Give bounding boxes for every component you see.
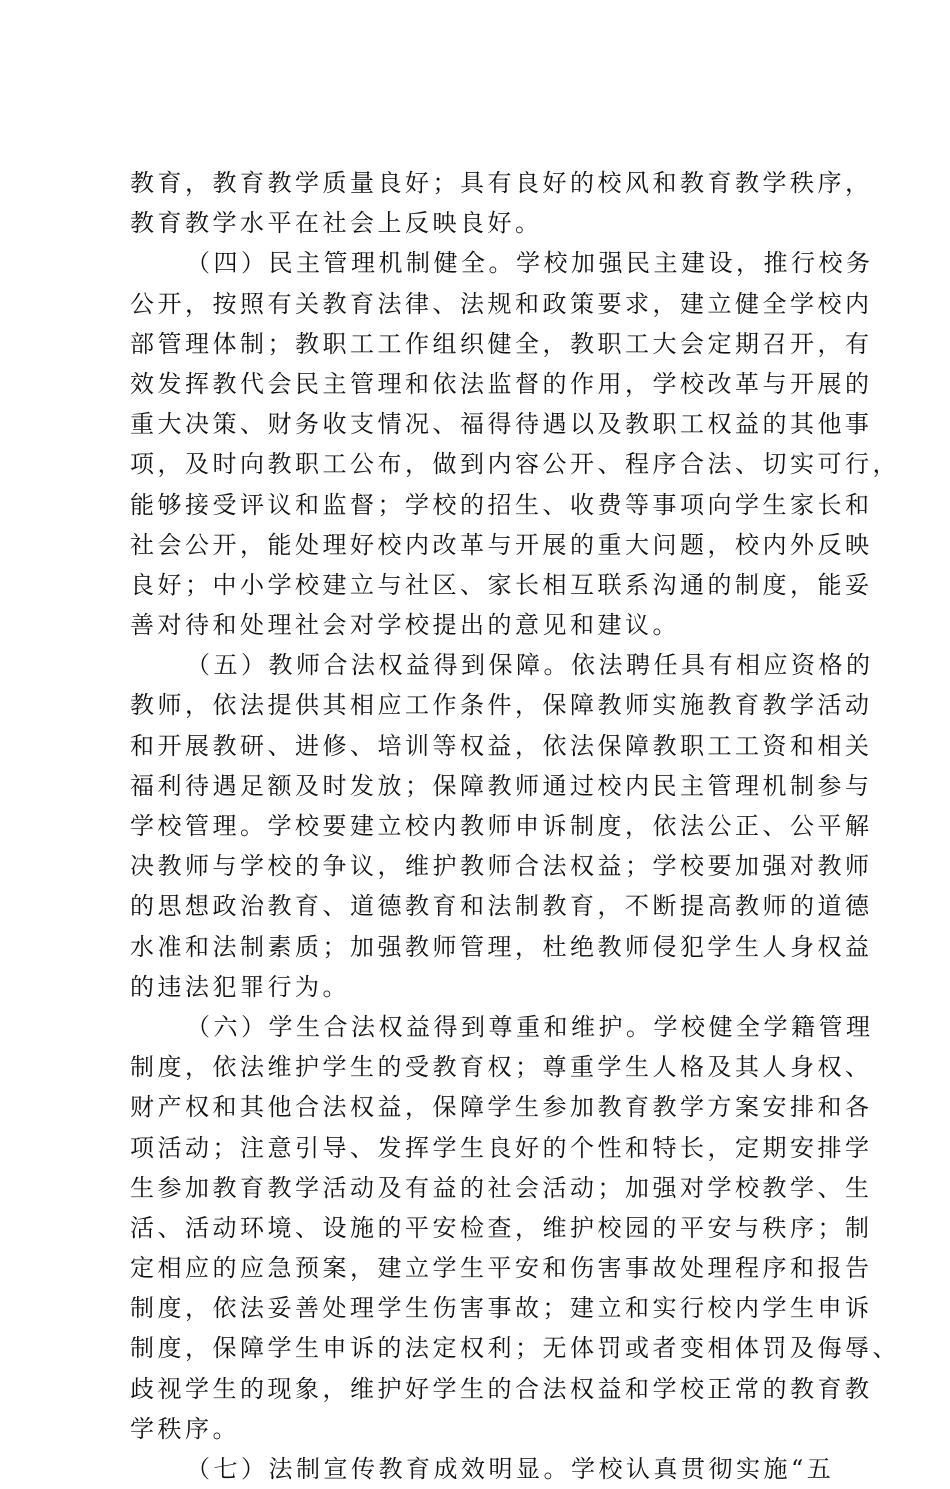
text-line: 的违法犯罪行为。: [130, 972, 350, 1001]
text-line: 效发挥教代会民主管理和依法监督的作用，学校改革与开展的: [130, 369, 873, 398]
text-line: 财产权和其他合法权益，保障学生参加教育教学方案安排和各: [130, 1093, 873, 1122]
text-line: 能够接受评议和监督；学校的招生、收费等事项向学生家长和: [130, 490, 873, 519]
text-line: （七）法制宣传教育成效明显。学校认真贯彻实施“五: [186, 1455, 835, 1483]
text-line: 教育教学水平在社会上反映良好。: [130, 209, 543, 238]
document-body: [130, 163, 900, 1489]
text-line: 教育，教育教学质量良好；具有良好的校风和教育教学秩序，: [130, 169, 873, 197]
text-line: 歧视学生的现象，维护好学生的合法权益和学校正常的教育教: [130, 1374, 873, 1403]
text-line: 制度，保障学生申诉的法定权利；无体罚或者变相体罚及侮辱、: [130, 1334, 900, 1363]
text-line: 学校管理。学校要建立校内教师申诉制度，依法公正、公平解: [130, 812, 873, 840]
text-line: 项，及时向教职工公布，做到内容公开、程序合法、切实可行，: [130, 450, 900, 479]
text-line: 善对待和处理社会对学校提出的意见和建议。: [130, 611, 680, 640]
text-line: （五）教师合法权益得到保障。依法聘任具有相应资格的: [186, 651, 874, 680]
text-line: 的思想政治教育、道德教育和法制教育，不断提高教师的道德: [130, 892, 873, 921]
text-line: 水准和法制素质；加强教师管理，杜绝教师侵犯学生人身权益: [130, 932, 873, 961]
text-line: 项活动；注意引导、发挥学生良好的个性和特长，定期安排学: [130, 1133, 873, 1162]
text-line: 福利待遇足额及时发放；保障教师通过校内民主管理机制参与: [130, 771, 873, 800]
text-line: 学秩序。: [130, 1414, 240, 1443]
text-line: 良好；中小学校建立与社区、家长相互联系沟通的制度，能妥: [130, 570, 873, 599]
text-line: 生参加教育教学活动及有益的社会活动；加强对学校教学、生: [130, 1173, 873, 1202]
text-line: 定相应的应急预案，建立学生平安和伤害事故处理程序和报告: [130, 1254, 873, 1283]
text-line: 决教师与学校的争议，维护教师合法权益；学校要加强对教师: [130, 852, 873, 881]
text-line: 制度，依法维护学生的受教育权；尊重学生人格及其人身权、: [130, 1053, 873, 1082]
text-line: 重大决策、财务收支情况、福得待遇以及教职工权益的其他事: [130, 410, 873, 439]
paragraph-continuation: [130, 163, 873, 243]
text-line: 社会公开，能处理好校内改革与开展的重大问题，校内外反映: [130, 530, 873, 559]
paragraph-section-seven: [130, 1449, 835, 1489]
text-line: （六）学生合法权益得到尊重和维护。学校健全学籍管理: [186, 1012, 874, 1041]
paragraph-section-four: [130, 243, 900, 645]
text-line: 部管理体制；教职工工作组织健全，教职工大会定期召开，有: [130, 329, 873, 358]
paragraph-section-five: [130, 645, 874, 1007]
text-line: 教师，依法提供其相应工作条件，保障教师实施教育教学活动: [130, 691, 873, 720]
text-line: 和开展教研、进修、培训等权益，依法保障教职工工资和相关: [130, 731, 873, 760]
paragraph-section-six: [130, 1007, 900, 1449]
text-line: （四）民主管理机制健全。学校加强民主建设，推行校务: [186, 249, 874, 278]
text-line: 制度，依法妥善处理学生伤害事故；建立和实行校内学生申诉: [130, 1294, 873, 1323]
text-line: 公开，按照有关教育法律、法规和政策要求，建立健全学校内: [130, 289, 873, 318]
text-line: 活、活动环境、设施的平安检查，维护校园的平安与秩序；制: [130, 1213, 873, 1242]
